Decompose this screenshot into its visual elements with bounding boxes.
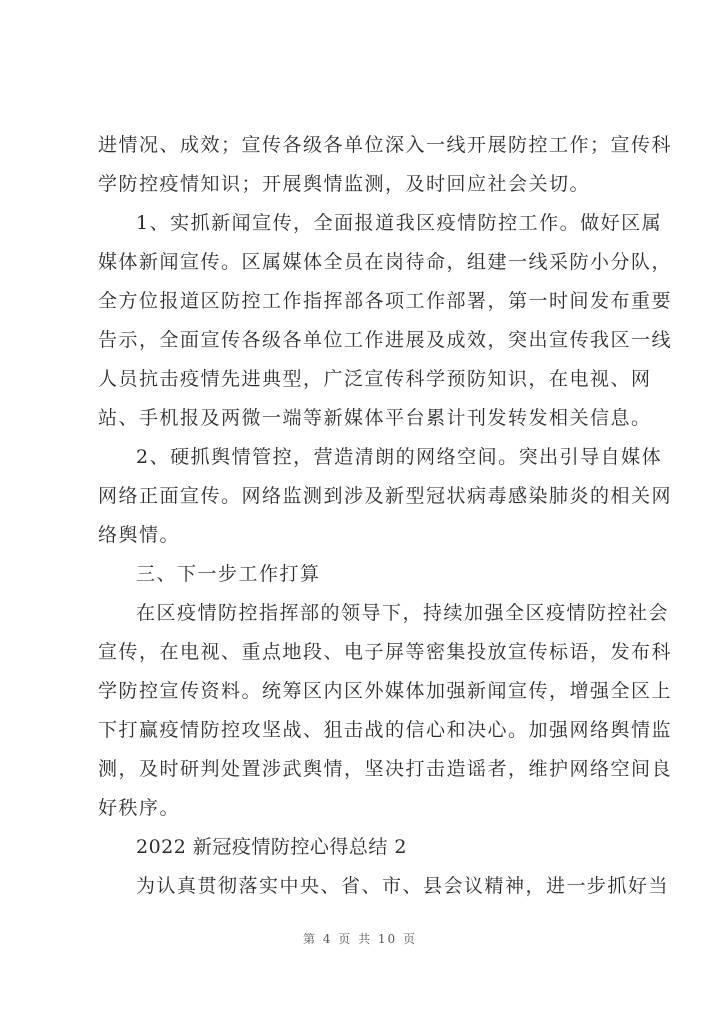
body-text-line: 宣传，在电视、重点地段、电子屏等密集投放宣传标语，发布科 <box>98 641 673 663</box>
body-text-line: 好秩序。 <box>98 797 181 819</box>
body-text-line: 网络正面宣传。网络监测到涉及新型冠状病毒感染肺炎的相关网 <box>98 485 673 507</box>
body-text-line: 站、手机报及两微一端等新媒体平台累计刊发转发相关信息。 <box>98 407 652 429</box>
body-text-line: 在区疫情防控指挥部的领导下，持续加强全区疫情防控社会 <box>136 602 670 624</box>
body-text-line: 络舆情。 <box>98 524 181 546</box>
body-text-line: 媒体新闻宣传。区属媒体全员在岗待命，组建一线采防小分队， <box>98 251 673 273</box>
body-text-line: 2、硬抓舆情管控，营造清朗的网络空间。突出引导自媒体 <box>136 446 663 468</box>
article-title: 2022 新冠疫情防控心得总结 2 <box>136 836 408 858</box>
body-text-line: 为认真贯彻落实中央、省、市、县会议精神，进一步抓好当 <box>136 875 670 897</box>
page-number: 第 4 页 共 10 页 <box>303 932 417 946</box>
body-text-line: 人员抗击疫情先进典型，广泛宣传科学预防知识，在电视、网 <box>98 368 652 390</box>
body-text-line: 学防控疫情知识；开展舆情监测，及时回应社会关切。 <box>98 173 591 195</box>
body-text-line: 测，及时研判处置涉武舆情，坚决打击造谣者，维护网络空间良 <box>98 758 673 780</box>
body-text-line: 学防控宣传资料。统筹区内区外媒体加强新闻宣传，增强全区上 <box>98 680 673 702</box>
body-text-line: 1、实抓新闻宣传，全面报道我区疫情防控工作。做好区属 <box>136 212 663 234</box>
body-text-line: 告示，全面宣传各级各单位工作进展及成效，突出宣传我区一线 <box>98 329 673 351</box>
body-text-line: 全方位报道区防控工作指挥部各项工作部署，第一时间发布重要 <box>98 290 673 312</box>
section-heading: 三、下一步工作打算 <box>136 563 321 585</box>
body-text-line: 下打赢疫情防控攻坚战、狙击战的信心和决心。加强网络舆情监 <box>98 719 673 741</box>
body-text-line: 进情况、成效；宣传各级各单位深入一线开展防控工作；宣传科 <box>98 134 673 156</box>
